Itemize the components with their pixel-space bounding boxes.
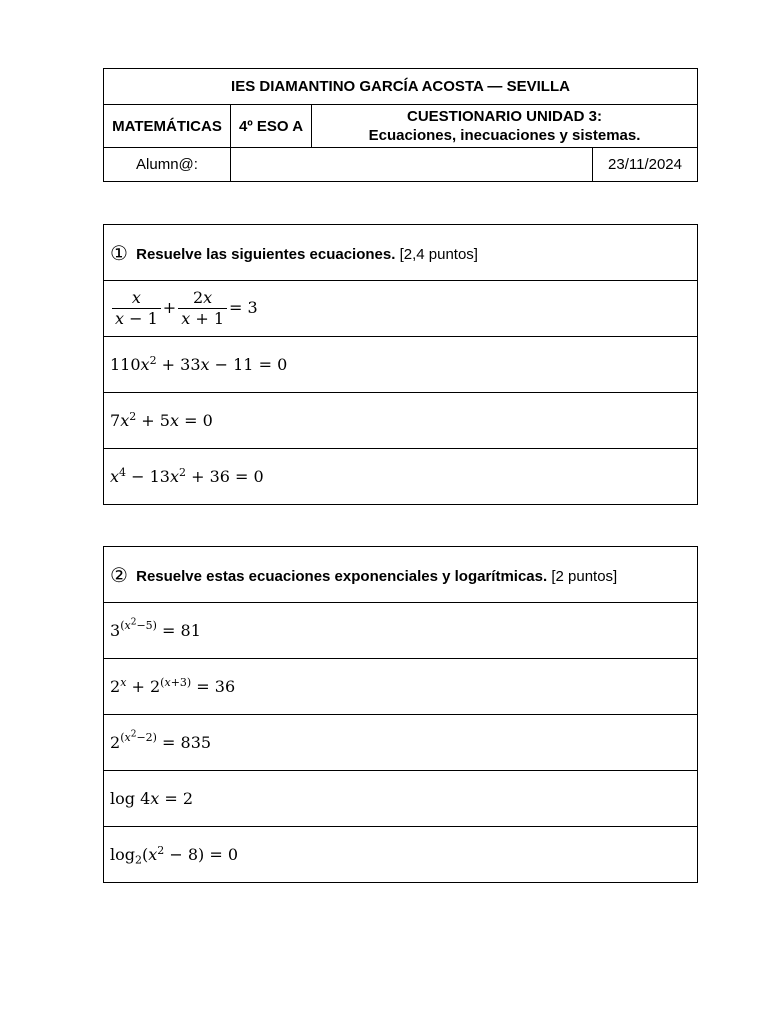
equation-1-2: $110x^2 + 33x - 11 = 0$ [110,353,288,374]
student-label: Alumn@: [104,148,231,182]
equation-2-5: $\log_2(x^2 - 8) = 0$ [110,843,239,866]
student-name-field[interactable] [231,148,593,182]
subject: MATEMÁTICAS [104,105,231,148]
equation-1-1: $\frac{x}{x - 1}$ + $\frac{2x}{x + 1}$ = 3 [110,298,258,317]
equation-row [104,449,698,505]
equation-row [104,771,698,827]
question-2-title: Resuelve estas ecuaciones exponenciales y logarítmicas. [136,568,548,585]
equation-1-4: $x^4 - 13x^2 + 36 = 0$ [110,465,264,486]
equation-2-3: $2^{(x^2-2)} = 835$ [110,729,212,752]
question-2-table [103,546,698,883]
question-1-table [103,224,698,505]
equation-2-4: log 4x = 2 [110,788,194,808]
question-2-number: ② [110,565,128,587]
question-1-title: Resuelve las siguientes ecuaciones. [136,246,396,263]
date: 23/11/2024 [593,148,698,182]
quiz-title: CUESTIONARIO UNIDAD 3: [406,108,602,125]
school-name: IES DIAMANTINO GARCÍA ACOSTA — SEVILLA [104,69,698,105]
question-2-heading [104,547,698,603]
question-1-number: ① [110,243,128,265]
group: 4º ESO A [231,105,312,148]
equation-row [104,659,698,715]
question-1-points: [2,4 puntos] [399,246,478,263]
equation-row [104,715,698,771]
quiz-topic: Ecuaciones, inecuaciones y sistemas. [368,127,641,144]
equation-row [104,337,698,393]
equation-row [104,281,698,337]
equation-row [104,393,698,449]
equation-row [104,603,698,659]
question-1-heading [104,225,698,281]
equation-1-3: $7x^2 + 5x = 0$ [110,409,213,430]
equation-2-2: $2^x + 2^{(x+3)} = 36$ [110,675,236,696]
header-table [103,68,698,182]
equation-row [104,827,698,883]
quiz-heading [312,105,698,148]
question-2-points: [2 puntos] [551,568,618,585]
equation-2-1: $3^{(x^2-5)} = 81$ [110,617,201,640]
